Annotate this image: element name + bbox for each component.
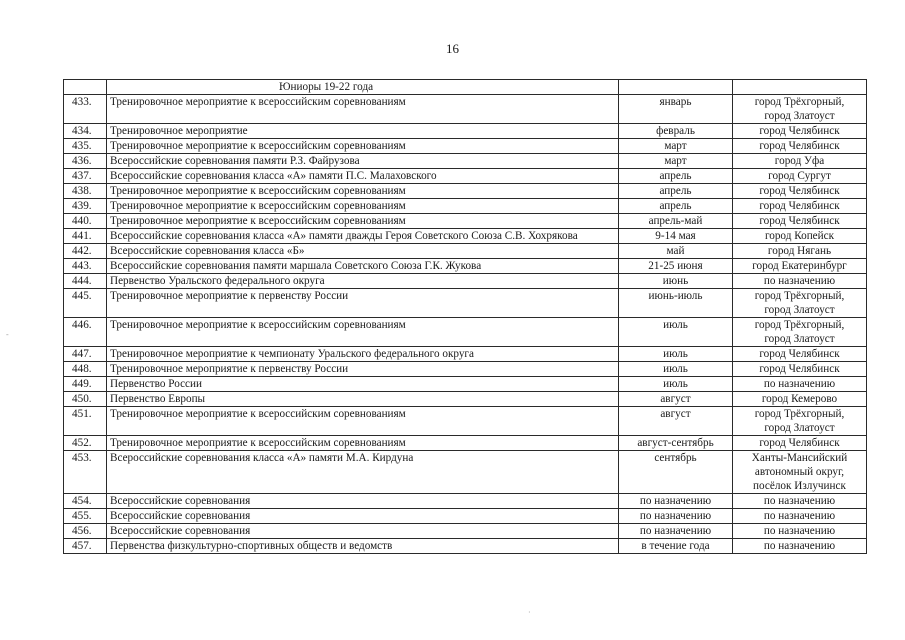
table-row — [64, 139, 867, 154]
table-row — [64, 184, 867, 199]
row-number: 434. — [64, 124, 107, 139]
event-place-line: город Трёхгорный, — [754, 290, 845, 302]
row-number: 442. — [64, 244, 107, 259]
event-place-line: по назначению — [763, 378, 836, 390]
event-place — [733, 392, 867, 407]
event-place-line: по назначению — [763, 495, 836, 507]
event-place-line: город Челябинск — [759, 348, 840, 360]
event-date: 9-14 мая — [619, 229, 733, 244]
schedule-table-body — [64, 80, 867, 554]
table-row — [64, 169, 867, 184]
event-place — [733, 451, 867, 494]
event-place-line: город Челябинск — [759, 363, 840, 375]
event-place-line: город Челябинск — [759, 185, 840, 197]
event-name: Тренировочное мероприятие к всероссийским соревнованиям — [107, 199, 619, 214]
event-place — [733, 362, 867, 377]
table-row — [64, 539, 867, 554]
row-number: 436. — [64, 154, 107, 169]
event-place-line: по назначению — [763, 525, 836, 537]
section-num-cell — [64, 80, 107, 95]
scan-artifact-left: - — [6, 330, 9, 339]
event-place-line: город Златоуст — [764, 110, 835, 122]
event-date: 21-25 июня — [619, 259, 733, 274]
event-date: апрель — [619, 184, 733, 199]
event-place-line: город Нягань — [767, 245, 832, 257]
event-date: июнь — [619, 274, 733, 289]
event-date: июль — [619, 377, 733, 392]
row-number: 444. — [64, 274, 107, 289]
table-row — [64, 436, 867, 451]
table-row — [64, 244, 867, 259]
row-number: 441. — [64, 229, 107, 244]
event-name: Первенство Европы — [107, 392, 619, 407]
event-name: Всероссийские соревнования класса «Б» — [107, 244, 619, 259]
event-place — [733, 539, 867, 554]
row-number: 447. — [64, 347, 107, 362]
event-name: Всероссийские соревнования класса «А» памяти дважды Героя Советского Союза С.В. Хохрякова — [107, 229, 619, 244]
row-number: 435. — [64, 139, 107, 154]
section-date-cell — [619, 80, 733, 95]
event-date: январь — [619, 95, 733, 124]
event-name: Всероссийские соревнования класса «А» памяти М.А. Кирдуна — [107, 451, 619, 494]
event-place-line: город Златоуст — [764, 304, 835, 316]
event-place-line: по назначению — [763, 510, 836, 522]
event-place — [733, 524, 867, 539]
event-name: Тренировочное мероприятие к всероссийским соревнованиям — [107, 139, 619, 154]
event-place — [733, 274, 867, 289]
event-place — [733, 95, 867, 124]
event-place — [733, 184, 867, 199]
event-date: февраль — [619, 124, 733, 139]
event-place — [733, 347, 867, 362]
event-place-line: автономный округ, — [754, 466, 845, 478]
event-date: май — [619, 244, 733, 259]
event-name: Тренировочное мероприятие к первенству России — [107, 289, 619, 318]
row-number: 448. — [64, 362, 107, 377]
event-place-line: город Екатеринбург — [752, 260, 847, 272]
event-date: апрель — [619, 199, 733, 214]
event-place — [733, 139, 867, 154]
row-number: 454. — [64, 494, 107, 509]
event-place — [733, 436, 867, 451]
row-number: 450. — [64, 392, 107, 407]
table-row — [64, 289, 867, 318]
table-row — [64, 229, 867, 244]
row-number: 446. — [64, 318, 107, 347]
row-number: 457. — [64, 539, 107, 554]
event-place-line: Ханты-Мансийский — [751, 452, 848, 464]
event-place — [733, 259, 867, 274]
event-date: апрель — [619, 169, 733, 184]
section-header-row — [64, 80, 867, 95]
event-place-line: город Трёхгорный, — [754, 96, 845, 108]
section-place-cell — [733, 80, 867, 95]
event-date: по назначению — [619, 524, 733, 539]
event-place — [733, 199, 867, 214]
table-row — [64, 494, 867, 509]
table-row — [64, 214, 867, 229]
table-row — [64, 524, 867, 539]
event-date: июнь-июль — [619, 289, 733, 318]
event-place-line: город Челябинск — [759, 215, 840, 227]
event-date: по назначению — [619, 509, 733, 524]
row-number: 449. — [64, 377, 107, 392]
event-place — [733, 244, 867, 259]
table-row — [64, 124, 867, 139]
event-place — [733, 494, 867, 509]
event-date: июль — [619, 318, 733, 347]
row-number: 440. — [64, 214, 107, 229]
row-number: 445. — [64, 289, 107, 318]
event-place-line: город Трёхгорный, — [754, 319, 845, 331]
row-number: 452. — [64, 436, 107, 451]
event-date: август-сентябрь — [619, 436, 733, 451]
table-row — [64, 451, 867, 494]
row-number: 453. — [64, 451, 107, 494]
event-place-line: город Трёхгорный, — [754, 408, 845, 420]
event-name: Всероссийские соревнования — [107, 494, 619, 509]
event-name: Всероссийские соревнования — [107, 509, 619, 524]
table-row — [64, 318, 867, 347]
row-number: 439. — [64, 199, 107, 214]
event-date: в течение года — [619, 539, 733, 554]
event-name: Тренировочное мероприятие к первенству России — [107, 362, 619, 377]
event-place-line: город Златоуст — [764, 422, 835, 434]
event-place — [733, 377, 867, 392]
event-date: март — [619, 139, 733, 154]
event-name: Тренировочное мероприятие к всероссийским соревнованиям — [107, 436, 619, 451]
event-place — [733, 407, 867, 436]
event-place — [733, 214, 867, 229]
table-row — [64, 392, 867, 407]
event-date: июль — [619, 362, 733, 377]
row-number: 456. — [64, 524, 107, 539]
event-place — [733, 289, 867, 318]
event-place — [733, 169, 867, 184]
event-place-line: город Копейск — [764, 230, 835, 242]
event-name: Тренировочное мероприятие к всероссийским соревнованиям — [107, 407, 619, 436]
event-date: август — [619, 407, 733, 436]
event-place-line: город Челябинск — [759, 125, 840, 137]
row-number: 437. — [64, 169, 107, 184]
table-row — [64, 154, 867, 169]
scan-artifact-bottom: · — [528, 608, 531, 617]
event-name: Тренировочное мероприятие — [107, 124, 619, 139]
event-place-line: город Сургут — [768, 170, 831, 182]
page-number: 16 — [446, 41, 459, 56]
event-place — [733, 509, 867, 524]
event-date: сентябрь — [619, 451, 733, 494]
row-number: 438. — [64, 184, 107, 199]
event-place-line: город Челябинск — [759, 200, 840, 212]
event-name: Тренировочное мероприятие к всероссийским соревнованиям — [107, 95, 619, 124]
table-row — [64, 362, 867, 377]
event-place-line: город Кемерово — [761, 393, 838, 405]
event-date: июль — [619, 347, 733, 362]
event-place — [733, 124, 867, 139]
event-date: август — [619, 392, 733, 407]
table-row — [64, 347, 867, 362]
event-name: Тренировочное мероприятие к всероссийским соревнованиям — [107, 214, 619, 229]
event-date: по назначению — [619, 494, 733, 509]
event-name: Тренировочное мероприятие к чемпионату Уральского федерального округа — [107, 347, 619, 362]
event-place-line: город Челябинск — [759, 140, 840, 152]
table-row — [64, 199, 867, 214]
event-place-line: по назначению — [763, 275, 836, 287]
table-row — [64, 274, 867, 289]
event-name: Тренировочное мероприятие к всероссийским соревнованиям — [107, 318, 619, 347]
event-name: Всероссийские соревнования памяти маршала Советского Союза Г.К. Жукова — [107, 259, 619, 274]
row-number: 433. — [64, 95, 107, 124]
event-place — [733, 318, 867, 347]
row-number: 451. — [64, 407, 107, 436]
table-row — [64, 407, 867, 436]
event-name: Всероссийские соревнования — [107, 524, 619, 539]
event-name: Первенства физкультурно-спортивных обществ и ведомств — [107, 539, 619, 554]
event-place-line: город Златоуст — [764, 333, 835, 345]
event-name: Всероссийские соревнования класса «А» памяти П.С. Малаховского — [107, 169, 619, 184]
event-place — [733, 154, 867, 169]
event-place-line: по назначению — [763, 540, 836, 552]
table-row — [64, 509, 867, 524]
schedule-table — [63, 79, 867, 554]
event-name: Всероссийские соревнования памяти Р.З. Файрузова — [107, 154, 619, 169]
event-name: Тренировочное мероприятие к всероссийским соревнованиям — [107, 184, 619, 199]
row-number: 455. — [64, 509, 107, 524]
event-place-line: город Челябинск — [759, 437, 840, 449]
table-row — [64, 95, 867, 124]
table-row — [64, 259, 867, 274]
event-name: Первенство России — [107, 377, 619, 392]
table-row — [64, 377, 867, 392]
event-place-line: город Уфа — [774, 155, 825, 167]
row-number: 443. — [64, 259, 107, 274]
event-place — [733, 229, 867, 244]
event-date: март — [619, 154, 733, 169]
section-title: Юниоры 19-22 года — [107, 80, 619, 95]
event-date: апрель-май — [619, 214, 733, 229]
event-place-line: посёлок Излучинск — [753, 480, 846, 492]
event-name: Первенство Уральского федерального округа — [107, 274, 619, 289]
